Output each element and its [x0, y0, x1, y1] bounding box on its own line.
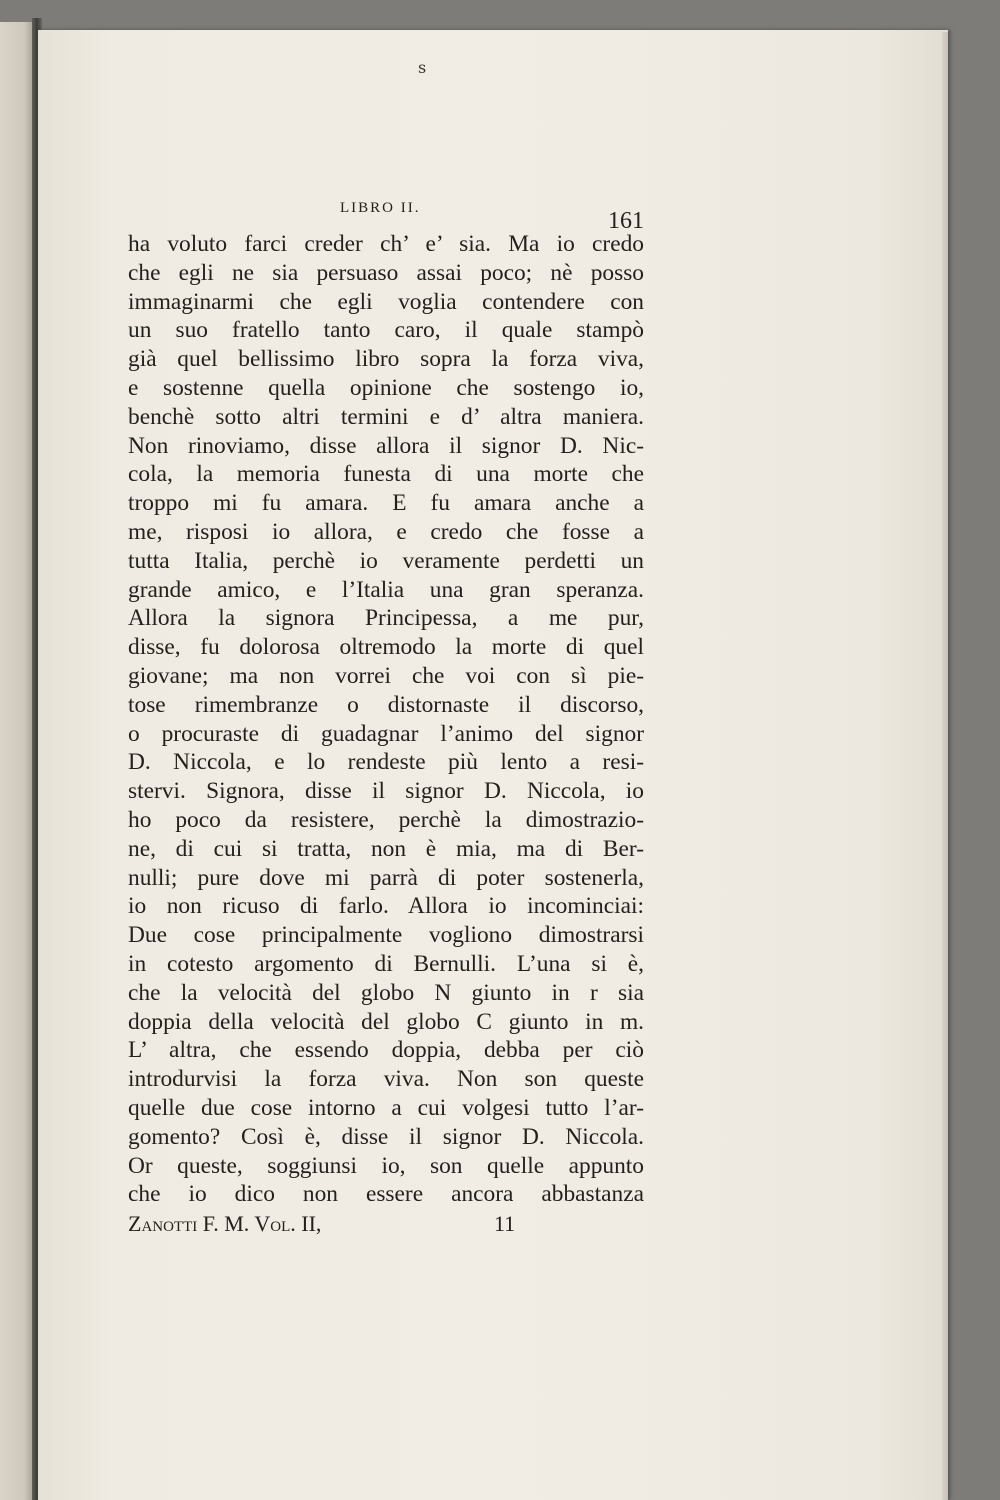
text-line: io non ricuso di farlo. Allora io incominciai:: [128, 893, 644, 920]
text-line: L’ altra, che essendo doppia, debba per ciò: [128, 1037, 644, 1064]
text-line: stervi. Signora, disse il signor D. Niccola, io: [128, 778, 644, 805]
page-stack-edge: [942, 32, 948, 1500]
text-line: già quel bellissimo libro sopra la forza viva,: [128, 346, 644, 373]
text-line: immaginarmi che egli voglia contendere con: [128, 288, 644, 315]
text-line: troppo mi fu amara. E fu amara anche a: [128, 490, 644, 517]
text-line: disse, fu dolorosa oltremodo la morte di quel: [128, 634, 644, 661]
text-line: D. Niccola, e lo rendeste più lento a resi-: [128, 749, 644, 776]
text-line: nulli; pure dove mi parrà di poter sostenerla,: [128, 864, 644, 891]
text-line: un suo fratello tanto caro, il quale stampò: [128, 317, 644, 344]
signature-mark: Zanotti F. M. Vol. II,: [128, 1211, 322, 1237]
text-line: gomento? Così è, disse il signor D. Niccola.: [128, 1123, 644, 1150]
text-line: Due cose principalmente vogliono dimostrarsi: [128, 922, 644, 949]
signature-line: [128, 1211, 644, 1241]
text-line: ha voluto farci creder ch’ e’ sia. Ma io credo: [128, 231, 644, 257]
text-line: che egli ne sia persuaso assai poco; nè posso: [128, 259, 644, 286]
page-number: 161: [608, 208, 644, 234]
body-text: [128, 230, 644, 1209]
text-line: Or queste, soggiunsi io, son quelle appunto: [128, 1152, 644, 1179]
text-line: cola, la memoria funesta di una morte che: [128, 461, 644, 488]
text-block: [128, 200, 644, 1241]
text-line: Allora la signora Principessa, a me pur,: [128, 605, 644, 632]
text-line: ne, di cui si tratta, non è mia, ma di Ber-: [128, 835, 644, 862]
running-head: [128, 200, 644, 234]
text-line: giovane; ma non vorrei che voi con sì pie-: [128, 662, 644, 689]
text-line: che la velocità del globo N giunto in r sia: [128, 979, 644, 1006]
text-line: in cotesto argomento di Bernulli. L’una si è,: [128, 950, 644, 977]
text-line: grande amico, e l’Italia una gran speranza.: [128, 576, 644, 603]
text-line: me, risposi io allora, e credo che fosse a: [128, 518, 644, 545]
running-title: LIBRO II.: [340, 200, 421, 216]
text-line: tutta Italia, perchè io veramente perdetti un: [128, 547, 644, 574]
text-line: benchè sotto altri termini e d’ altra maniera.: [128, 403, 644, 430]
text-line: ho poco da resistere, perchè la dimostrazio-: [128, 806, 644, 833]
text-line: quelle due cose intorno a cui volgesi tutto l’ar-: [128, 1094, 644, 1121]
text-line: e sostenne quella opinione che sostengo io,: [128, 374, 644, 401]
text-line: Non rinoviamo, disse allora il signor D. Nic-: [128, 432, 644, 459]
text-line: tose rimembranze o distornaste il discorso,: [128, 691, 644, 718]
text-line: o procuraste di guadagnar l’animo del signor: [128, 720, 644, 747]
text-line: introdurvisi la forza viva. Non son queste: [128, 1066, 644, 1093]
text-line: che io dico non essere ancora abbastanza: [128, 1181, 644, 1208]
gathering-number: 11: [494, 1211, 516, 1237]
ink-mark: s: [418, 58, 427, 77]
text-line: doppia della velocità del globo C giunto in m.: [128, 1008, 644, 1035]
